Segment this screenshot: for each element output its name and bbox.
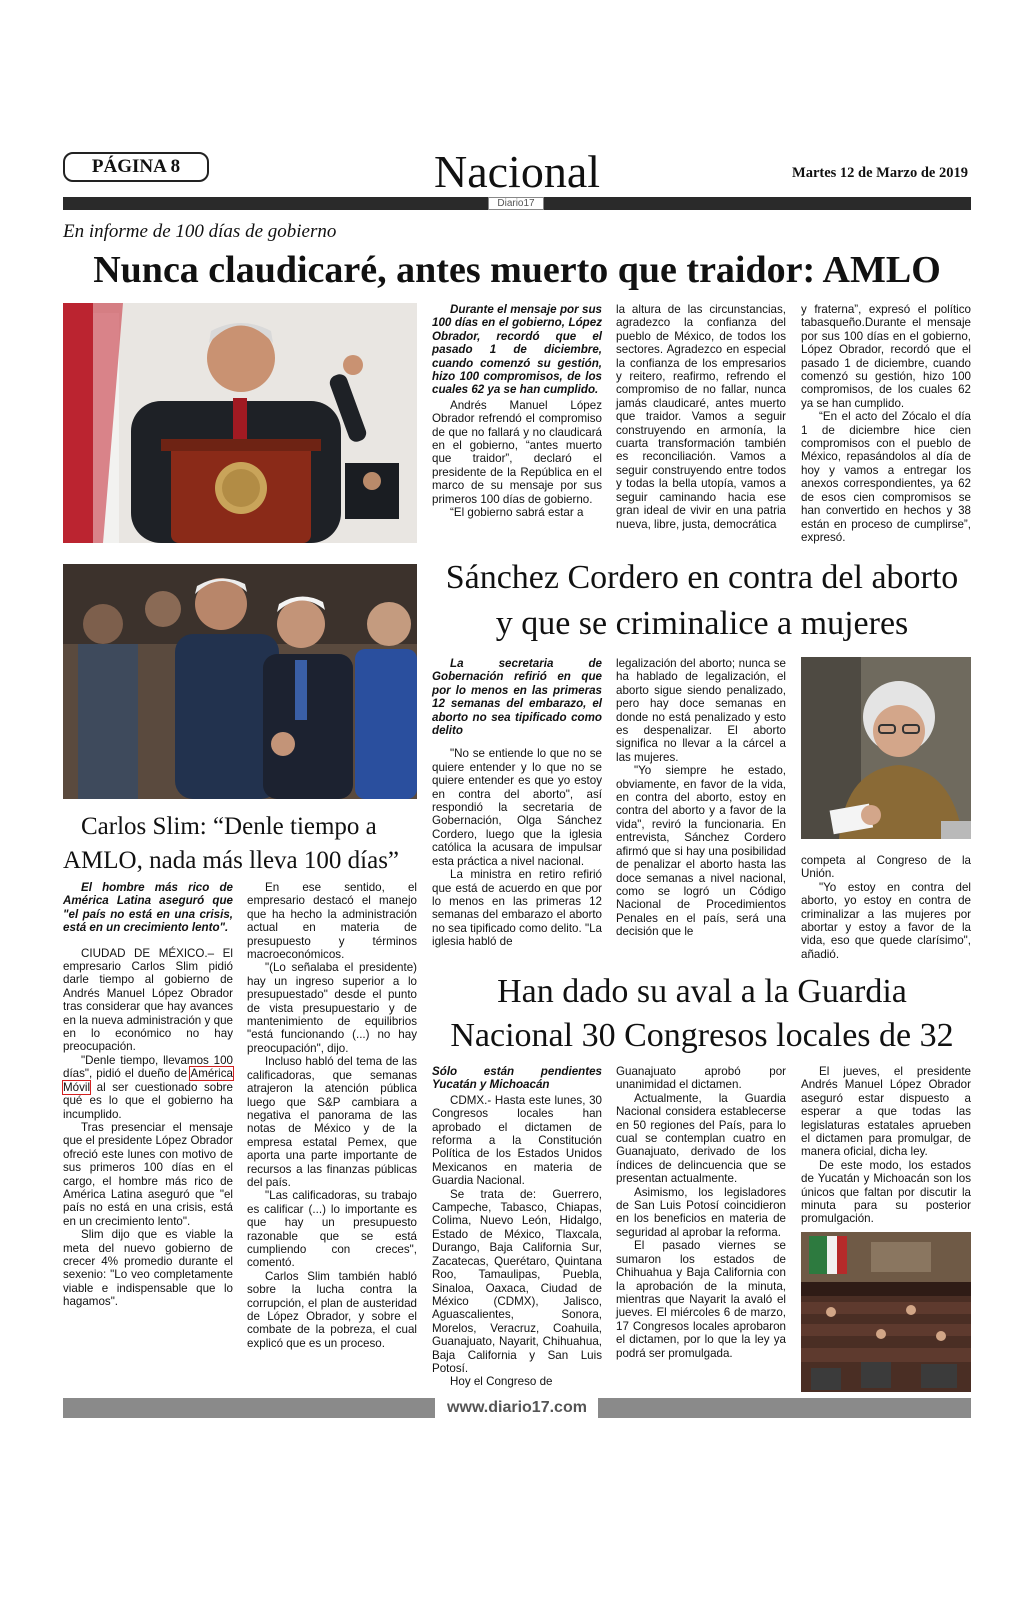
story4-headline-line: Han dado su aval a la Guardia bbox=[497, 973, 907, 1010]
story4-paragraph: Actualmente, la Guardia Nacional considera establecerse en 50 regiones del País, para lo cual se contemplan cuatro en Guanajuato, derivado de los índices de delincuencia que se presentan actualmente. bbox=[616, 1091, 786, 1186]
story1-paragraph: la altura de las circunstancias, agradezco la confianza del pueblo de México, de todos los sectores. Agradezco en especial la confianza de los empresarios y reitero, reafirmo, refrendo el compromiso de no fallar, nunca jamás claudicaré, antes muerto que traidor. Vamos a seguir construyendo en armonía, la cuarta transformación también es reconciliación. Vamos a seguir construyendo entre todos y todas la bella utopía, vamos a seguir caminando hacia ese gran ideal de vivir en una patria nueva, libre, justa, democrática bbox=[616, 303, 786, 531]
story4-paragraph: Hoy el Congreso de bbox=[450, 1375, 553, 1389]
story1-paragraph: “En el acto del Zócalo el día 1 de diciembre hice cien compromisos con el pueblo de México, repasándolos al día de hoy y vamos a entregar los anexos correspondientes, ya 62 de esos cien compromisos se han convertido en hechos y 38 están en proceso de cumplirse”, expresó. bbox=[801, 410, 971, 544]
story2-paragraph: Carlos Slim también habló sobre la lucha contra la corrupción, el plan de austeridad de López Obrador, y sobre el combate de la pobreza, el cual explicó que es un proceso. bbox=[247, 1269, 417, 1350]
story3-paragraph: legalización del aborto; nunca se ha hablado de legalización, el aborto sigue siendo penalizado, pero hay doce semanas en donde no está penalizado y esto es despenalizar. El aborto significa no llevar a la cárcel a las mujeres. bbox=[616, 657, 786, 764]
story4-paragraph: CDMX.- Hasta este lunes, 30 Congresos locales han aprobado el dictamen de reforma a la Constitución Política de los Estados Unidos Mexicanos en materia de Guardia Nacional. bbox=[432, 1093, 602, 1188]
page-badge: PÁGINA 8 bbox=[63, 152, 209, 182]
story2-paragraph: "Las calificadoras, su trabajo es calificar (...) lo importante es que hay un presupuesto razonable que se está cumpliendo con creces", comentó. bbox=[247, 1189, 417, 1270]
story2-column-1 bbox=[63, 881, 233, 1309]
story2-paragraph: Slim dijo que es viable la meta del nuevo gobierno de crecer 4% promedio durante el sexenio: "Lo veo completamente viable e indispensable que lo hagamos". bbox=[63, 1228, 233, 1309]
story2-headline bbox=[63, 810, 417, 878]
story1-paragraph: Andrés Manuel López Obrador refrendó el compromiso de que no fallará y no claudicará en el gobierno, “antes muerto que traidor”, declaró el presidente de la República en el marco de su mensaje por sus primeros 100 días de gobierno. bbox=[432, 398, 602, 506]
section-title: Nacional bbox=[433, 146, 601, 197]
story3-column-2 bbox=[616, 657, 786, 939]
story1-column-1 bbox=[432, 303, 602, 520]
story4-column-1 bbox=[432, 1065, 602, 1389]
story4-lead: Sólo están pendientes Yucatán y Michoacán bbox=[432, 1065, 602, 1092]
story2-text: al ser cuestionado sobre qué es lo que el gobierno ha incumplido. bbox=[63, 1080, 233, 1121]
footer-url[interactable]: www.diario17.com bbox=[447, 1399, 587, 1416]
story3-paragraph: "No se entiende lo que no se quiere entender y lo que no se quiere entender es que yo estoy en contra del aborto", así respondió la secretaria de Gobernación, Olga Sánchez Cordero, luego que la iglesia católica la acusara de impulsar esta práctica a nivel nacional. bbox=[432, 747, 602, 868]
story4-headline bbox=[422, 970, 982, 1058]
story2-paragraph: "(Lo señalaba el presidente) hay un ingreso superior a lo presupuestado" desde el punto de vista presupuestario y de mantenimiento de equilibrios "está funcionando (...) no hay preocupación", dijo. bbox=[247, 961, 417, 1055]
story2-paragraph: Incluso habló del tema de las calificadoras, que semanas atrajeron la atención pública luego que S&P cambiara a negativa el panorama de las notas de México y de la empresa estatal Pemex, que aporta una parte importante de recursos a las finanzas públicas del país. bbox=[247, 1055, 417, 1189]
story3-paragraph: "Yo estoy en contra del aborto, yo estoy en contra de criminalizar a las mujeres por abortar y estoy a favor de la vida, eso que quede clarísimo", añadió. bbox=[801, 880, 971, 961]
story3-headline-line: Sánchez Cordero en contra del aborto bbox=[445, 559, 959, 596]
story2-paragraph: En ese sentido, el empresario destacó el manejo que ha hecho la administración actual en materia de presupuesto y términos macroeconómicos. bbox=[247, 881, 417, 962]
story3-paragraph: competa al Congreso de la Unión. bbox=[801, 854, 971, 881]
story1-column-2 bbox=[616, 303, 786, 531]
story4-paragraph: Asimismo, los legisladores de San Luis Potosí coincidieron en los beneficios en materia de seguridad al aprobar la reforma. bbox=[616, 1185, 786, 1239]
slim-handshake-photo bbox=[63, 564, 417, 799]
sanchez-cordero-photo bbox=[801, 657, 971, 839]
footer-bar-right bbox=[598, 1398, 971, 1418]
story4-paragraph: Guanajuato aprobó por unanimidad el dictamen. bbox=[616, 1065, 786, 1092]
story2-lead: El hombre más rico de América Latina aseguró que "el país no está en una crisis, está en un crecimiento lento". bbox=[63, 881, 233, 935]
story3-headline-line: y que se criminalice a mujeres bbox=[495, 605, 909, 642]
story3-column-1 bbox=[432, 657, 602, 949]
masthead-brand-tag: Diario17 bbox=[488, 197, 544, 210]
story3-paragraph: "Yo siempre he estado, obviamente, en favor de la vida, en contra del aborto, estoy en contra del aborto y a favor de la vida", reviró la funcionaria. En entrevista, Sánchez Cordero afirmó que si hay una posibilidad de penalizar el aborto hasta las doce semanas a nivel nacional, como se logró un Código Nacional de Procedimientos Penales en el país, será una decisión que le bbox=[616, 764, 786, 939]
story4-paragraph: Se trata de: Guerrero, Campeche, Tabasco, Chiapas, Colima, Nuevo León, Hidalgo, Estado de México, Tlaxcala, Durango, Baja California Sur, Zacatecas, Querétaro, Quintana Roo, Tamaulipas, Puebla, Sinaloa, Oaxaca, Ciudad de México (CDMX), Jalisco, Aguascalientes, Sonora, Morelos, Veracruz, Coahuila, Guanajuato, Nayarit, Chihuahua, Baja California y San Luis Potosí. bbox=[432, 1187, 602, 1375]
story3-lead: La secretaria de Gobernación refirió en que por lo menos en las primeras 12 semanas del embarazo, el aborto no sea tipificado como delito bbox=[432, 657, 602, 738]
footer-bar-left bbox=[63, 1398, 435, 1418]
story4-paragraph: El pasado viernes se sumaron los estados de Chihuahua y Baja California con la aprobación de la minuta, mientras que Nayarit la avaló el jueves. El miércoles 6 de marzo, 17 Congresos locales aprobaron el dictamen, por lo que la ley ya podrá ser promulgada. bbox=[616, 1239, 786, 1360]
story2-paragraph: CIUDAD DE MÉXICO.– El empresario Carlos Slim pidió darle tiempo al gobierno de Andrés Manuel López Obrador tras considerar que hay avances en la nueva administración y que en lo económico no hay preocupación. bbox=[63, 946, 233, 1054]
story4-column-3 bbox=[801, 1065, 971, 1226]
story2-paragraph: Tras presenciar el mensaje que el presidente López Obrador ofreció este lunes con motivo de sus primeros 100 días en el cargo, el hombre más rico de América Latina aseguró que "el país no está en una crisis, está en un crecimiento lento". bbox=[63, 1120, 233, 1228]
story1-paragraph: “El gobierno sabrá estar a bbox=[450, 506, 584, 520]
story4-paragraph: De este modo, los estados de Yucatán y Michoacán son los únicos que faltan por discutir la minuta para su posterior promulgación. bbox=[801, 1158, 971, 1226]
story4-paragraph: El jueves, el presidente Andrés Manuel López Obrador aseguró estar dispuesto a esperar a que todas las legislaturas estatales aprueben el dictamen para promulgar, de manera oficial, dicha ley. bbox=[801, 1065, 971, 1159]
story2-paragraph bbox=[63, 1054, 233, 1121]
story2-headline-line: AMLO, nada más lleva 100 días” bbox=[63, 847, 400, 874]
story2-column-2 bbox=[247, 881, 417, 1350]
story4-headline-line: Nacional 30 Congresos locales de 32 bbox=[450, 1017, 954, 1054]
story3-paragraph: La ministra en retiro refirió que está de acuerdo en que por lo menos en las primeras 12 semanas del embarazo el aborto no sea tipificado como delito. "La iglesia habló de bbox=[432, 868, 602, 949]
story2-text: "Denle tiempo, llevamos 100 días", pidió el dueño de bbox=[63, 1053, 233, 1081]
story1-column-3 bbox=[801, 303, 971, 544]
america-movil-link[interactable]: América Móvil bbox=[63, 1067, 233, 1094]
story1-paragraph: y fraterna”, expresó el político tabasqueño.Durante el mensaje por sus 100 días en el gobierno, López Obrador, recordó que el pasado 1 de diciembre, cuando comenzó su gestión, hizo 100 compromisos, de los cuales 62 ya se han cumplido. bbox=[801, 303, 971, 410]
story1-kicker: En informe de 100 días de gobierno bbox=[63, 221, 337, 242]
issue-date: Martes 12 de Marzo de 2019 bbox=[792, 165, 968, 181]
story3-headline bbox=[422, 555, 982, 647]
story1-lead: Durante el mensaje por sus 100 días en el gobierno, López Obrador, recordó que el pasado 1 de diciembre, cuando comenzó su gestión, hizo 100 compromisos, de los cuales 62 ya se han cumplido. bbox=[432, 303, 602, 397]
story4-column-2 bbox=[616, 1065, 786, 1360]
story1-headline: Nunca claudicaré, antes muerto que traidor: AMLO bbox=[93, 249, 941, 291]
amlo-podium-photo bbox=[63, 303, 417, 543]
congress-chamber-photo bbox=[801, 1232, 971, 1392]
story3-column-3 bbox=[801, 854, 971, 961]
story2-headline-line: Carlos Slim: “Denle tiempo a bbox=[81, 813, 377, 840]
